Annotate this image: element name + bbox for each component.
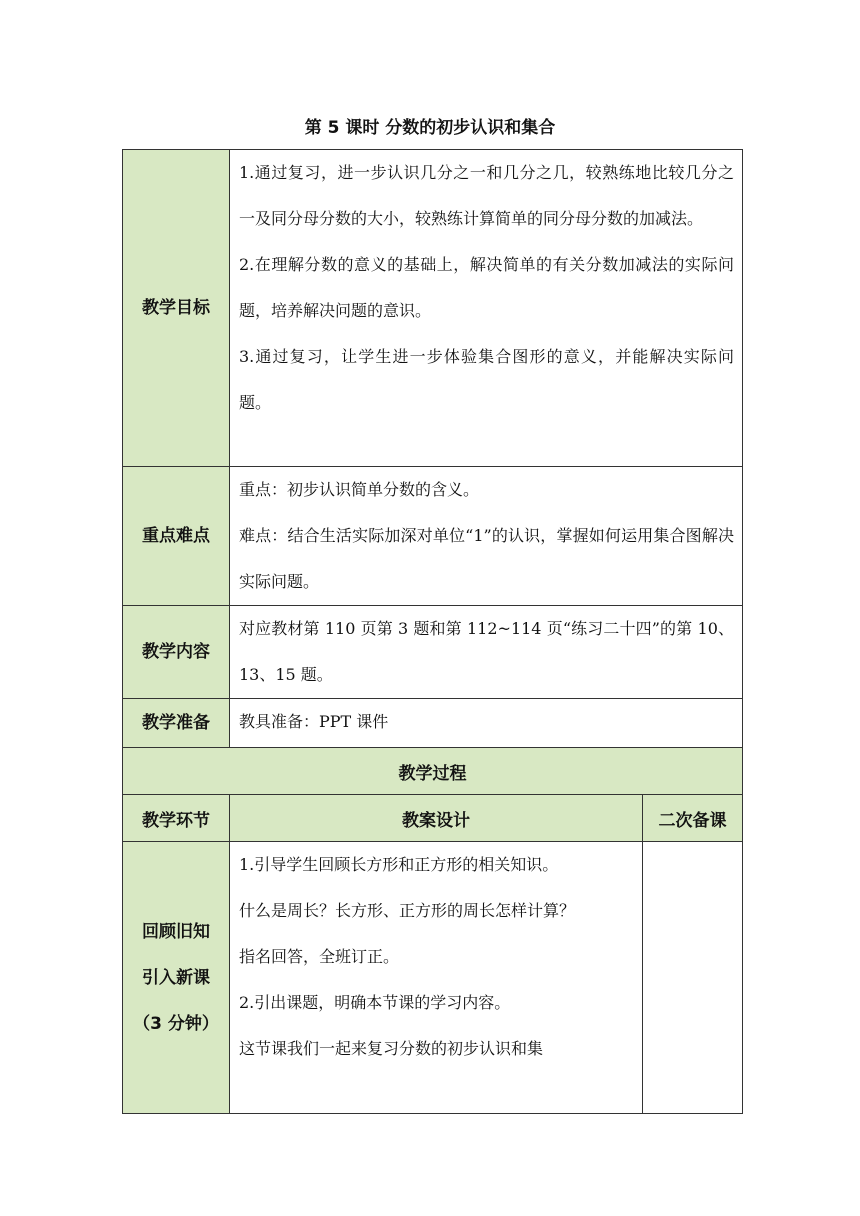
stage-design-content [230,842,643,1114]
design-line: 1.引导学生回顾长方形和正方形的相关知识。 [239,855,559,874]
key-point-item: 难点：结合生活实际加深对单位“1”的认识，掌握如何运用集合图解决实际问题。 [239,526,734,591]
stage-label [123,842,230,1114]
key-point-item: 重点：初步认识简单分数的含义。 [239,480,480,499]
lesson-plan-table [122,149,743,1114]
key-points-label: 重点难点 [123,467,230,606]
column-header-design: 教案设计 [230,795,643,842]
design-line: 指名回答，全班订正。 [239,947,400,966]
process-section-header: 教学过程 [123,748,743,795]
design-line: 这节课我们一起来复习分数的初步认识和集 [239,1039,544,1058]
stage-label-duration: （3 分钟） [133,1013,219,1034]
stage-row [123,842,743,1114]
content-item: 对应教材第 110 页第 3 题和第 112~114 页“练习二十四”的第 10、13、15 题。 [239,619,734,684]
objectives-label: 教学目标 [123,150,230,467]
key-points-content [230,467,743,606]
stage-label-line: 回顾旧知 [142,921,210,942]
column-header-notes: 二次备课 [643,795,743,842]
process-section-row [123,748,743,795]
preparation-row [123,699,743,748]
content-label: 教学内容 [123,606,230,699]
content-text [230,606,743,699]
preparation-text [230,699,743,748]
objective-item: 1.通过复习，进一步认识几分之一和几分之几，较熟练地比较几分之一及同分母分数的大小，较熟练计算简单的同分母分数的加减法。 [239,163,734,228]
objectives-content [230,150,743,467]
stage-label-line: 引入新课 [142,967,210,988]
preparation-item: 教具准备：PPT 课件 [239,712,389,731]
stage-notes-cell [643,842,743,1114]
page-title: 第 5 课时 分数的初步认识和集合 [304,118,556,138]
objective-item: 2.在理解分数的意义的基础上，解决简单的有关分数加减法的实际问题，培养解决问题的意识。 [239,255,734,320]
objective-item: 3.通过复习，让学生进一步体验集合图形的意义，并能解决实际问题。 [239,347,734,412]
objectives-row [123,150,743,467]
content-row [123,606,743,699]
column-header-stage: 教学环节 [123,795,230,842]
process-column-header-row [123,795,743,842]
preparation-label: 教学准备 [123,699,230,748]
design-line: 2.引出课题，明确本节课的学习内容。 [239,993,511,1012]
design-line: 什么是周长？长方形、正方形的周长怎样计算？ [239,901,576,920]
key-points-row [123,467,743,606]
